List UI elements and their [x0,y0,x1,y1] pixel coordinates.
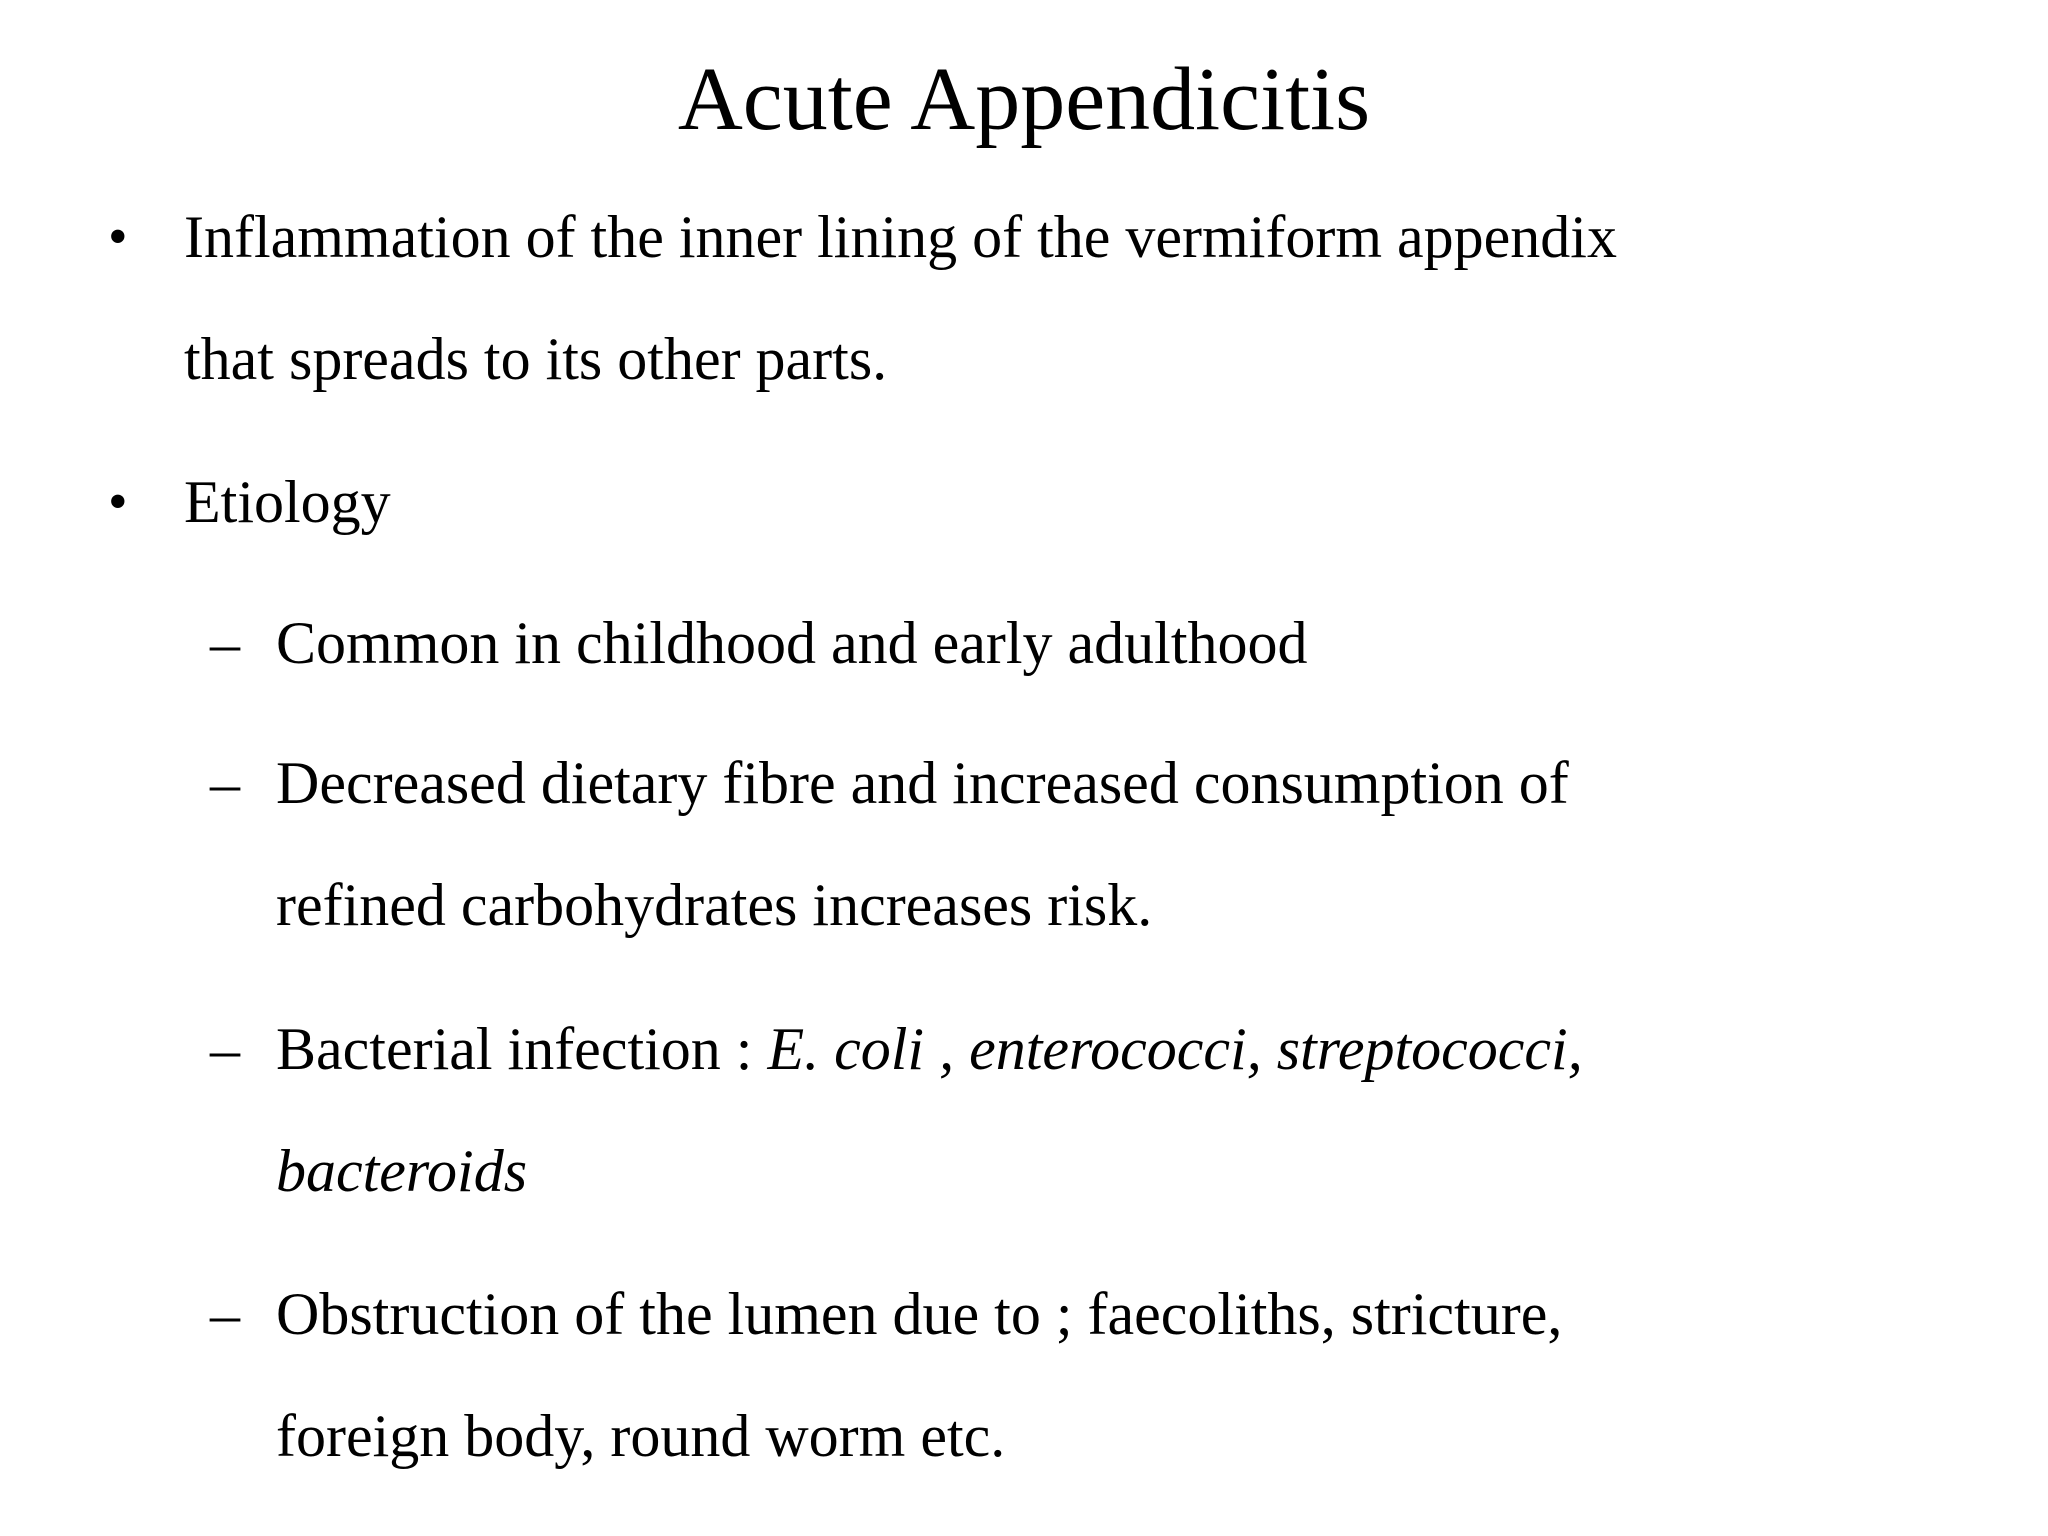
bullet-text [184,176,1617,420]
sub-bullet-marker: – [210,750,240,816]
sub-bullet-line: foreign body, round worm etc. [276,1403,1006,1469]
sub-bullet-text: Common in childhood and early adulthood [276,610,1308,676]
bullet-line: that spreads to its other parts. [184,326,888,392]
sub-bullet-text [276,1253,1562,1497]
infection-label: Bacterial infection : [276,1016,768,1082]
bullet-marker: • [108,471,128,533]
sub-bullet-line [276,988,1583,1110]
sub-bullet-line: bacteroids [276,1138,528,1204]
sub-bullet-line: refined carbohydrates increases risk. [276,872,1153,938]
bullet-text: Etiology [184,469,391,535]
sub-bullet-marker: – [210,1281,240,1347]
bullet-marker: • [108,206,128,268]
sub-bullet-line: Obstruction of the lumen due to ; faecoliths, stricture, [276,1281,1563,1347]
slide-title: Acute Appendicitis [677,50,1371,149]
sub-bullet-marker: – [210,1016,240,1082]
sub-bullet-line: Decreased dietary fibre and increased consumption of [276,750,1569,816]
sub-bullet-marker: – [210,610,240,676]
sub-bullet-text [276,722,1569,966]
bullet-line: Inflammation of the inner lining of the vermiform appendix [184,204,1617,270]
infection-organisms: E. coli , enterococci, streptococci, [767,1016,1583,1082]
sub-bullet-text [276,988,1583,1232]
